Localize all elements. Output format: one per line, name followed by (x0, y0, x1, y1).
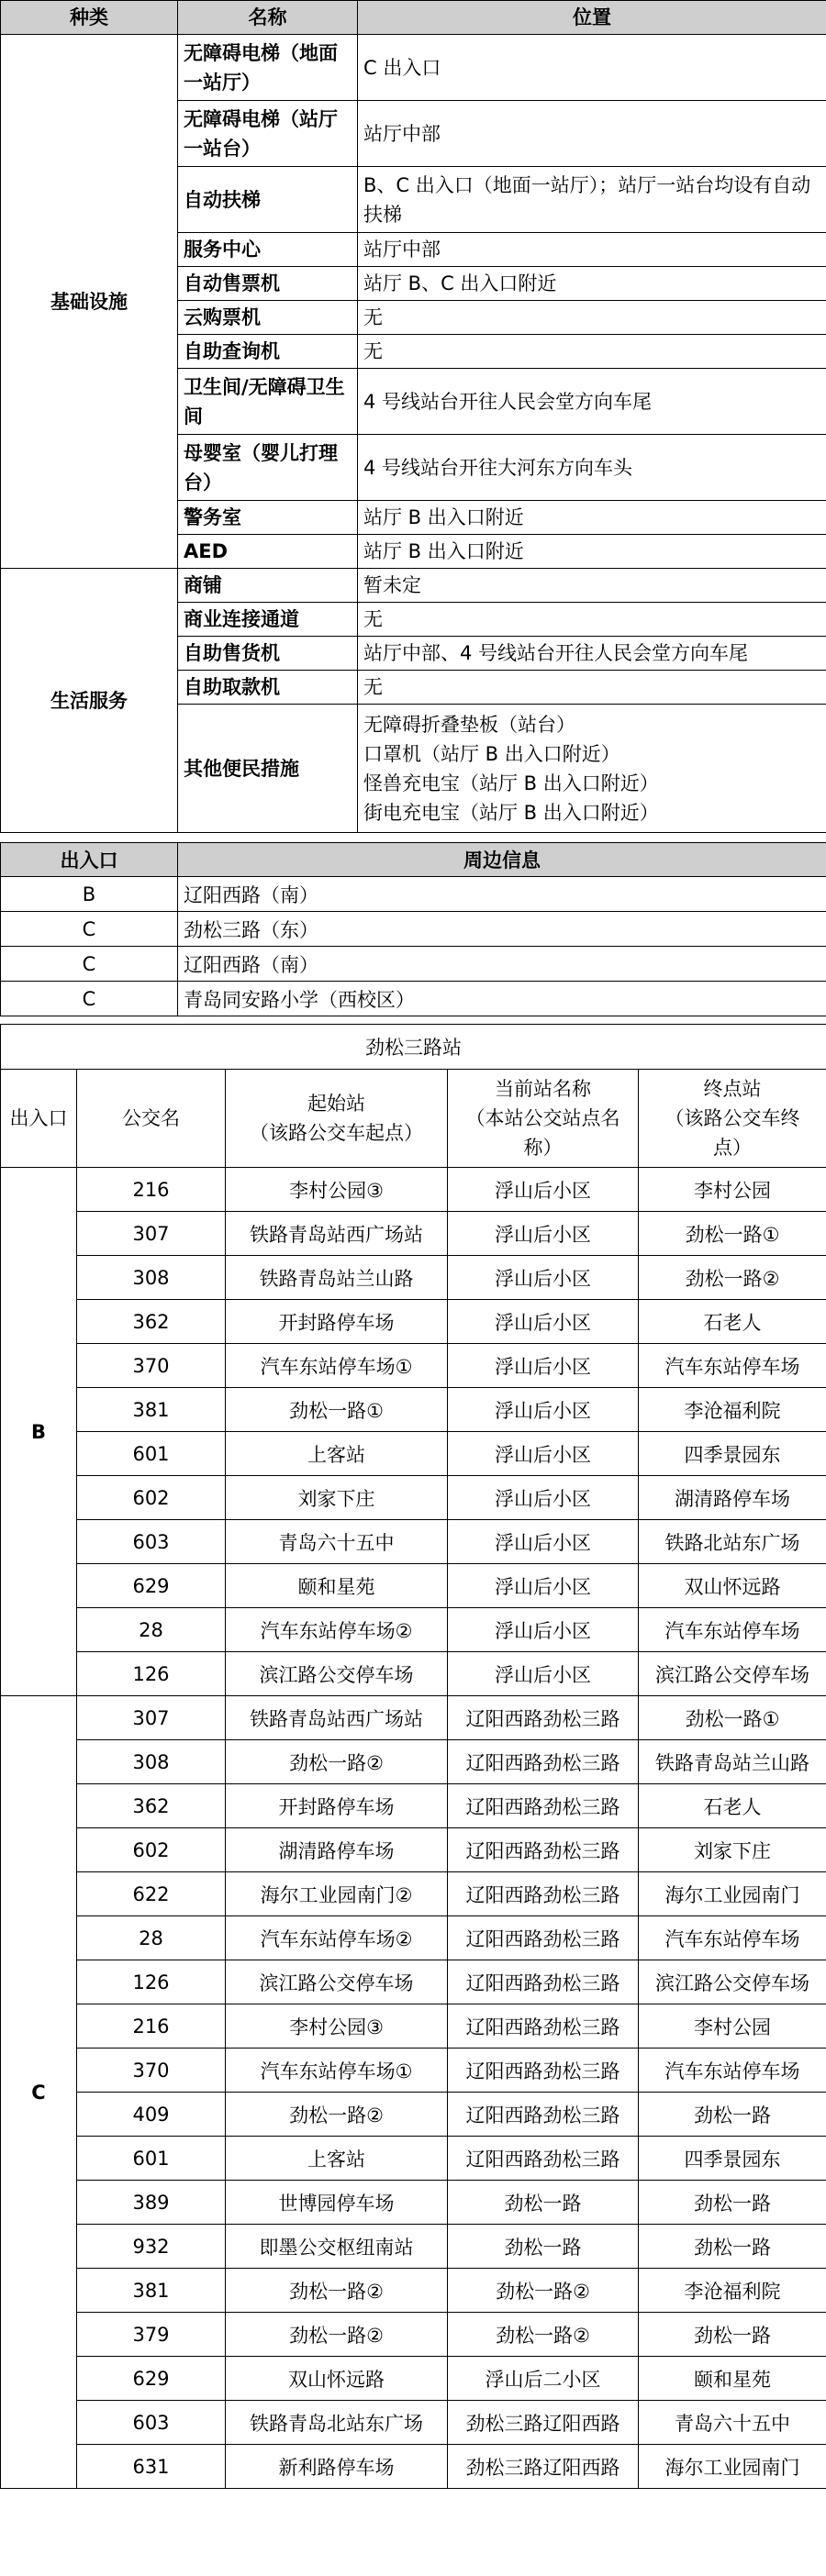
route-number: 622 (77, 1872, 226, 1916)
end-station: 四季景园东 (639, 2137, 826, 2181)
route-number: 602 (77, 1476, 226, 1520)
end-station: 海尔工业园南门 (639, 2445, 826, 2489)
end-station: 青岛六十五中 (639, 2401, 826, 2445)
current-station: 辽阳西路劲松三路 (448, 2093, 639, 2137)
end-station: 汽车东站停车场 (639, 1608, 826, 1652)
facility-location: 无 (358, 301, 826, 335)
current-station: 辽阳西路劲松三路 (448, 1916, 639, 1960)
table-row (1, 1608, 826, 1652)
facility-location: 无 (358, 603, 826, 637)
start-station: 李村公园③ (226, 2004, 448, 2049)
facility-name: 服务中心 (178, 233, 358, 267)
start-station: 新利路停车场 (226, 2445, 448, 2489)
facility-name: 其他便民措施 (178, 705, 358, 833)
facility-location: 无 (358, 671, 826, 705)
facility-location: 站厅 B、C 出入口附近 (358, 267, 826, 301)
current-station: 劲松三路辽阳西路 (448, 2445, 639, 2489)
route-number: 126 (77, 1652, 226, 1696)
current-station: 辽阳西路劲松三路 (448, 1740, 639, 1784)
route-number: 631 (77, 2445, 226, 2489)
facility-location: 站厅中部 (358, 101, 826, 167)
end-station: 劲松一路 (639, 2313, 826, 2357)
table-row (1, 1916, 826, 1960)
start-station: 上客站 (226, 2137, 448, 2181)
facility-location: B、C 出入口（地面一站厅）；站厅一站台均设有自动扶梯 (358, 167, 826, 233)
end-station: 海尔工业园南门 (639, 1872, 826, 1916)
end-station: 铁路北站东广场 (639, 1520, 826, 1564)
route-number: 601 (77, 2137, 226, 2181)
station-title-row (1, 1025, 826, 1070)
current-station: 辽阳西路劲松三路 (448, 1784, 639, 1828)
route-number: 603 (77, 2401, 226, 2445)
facility-location: 站厅 B 出入口附近 (358, 535, 826, 569)
end-station: 李沧福利院 (639, 1388, 826, 1432)
surroundings-info: 辽阳西路（南） (178, 947, 826, 982)
header-current-line: （本站公交站点名 (465, 1107, 620, 1129)
table-row (1, 912, 826, 947)
category-cell: 生活服务 (1, 569, 178, 833)
exit-cell: C (1, 947, 178, 982)
table-row (1, 877, 826, 912)
header-start-line: 起始站 (307, 1093, 365, 1115)
bus-table (0, 1024, 826, 2489)
route-number: 381 (77, 1388, 226, 1432)
table-row (1, 1520, 826, 1564)
current-station: 浮山后小区 (448, 1388, 639, 1432)
start-station: 双山怀远路 (226, 2357, 448, 2401)
location-line: 无障碍折叠垫板（站台） (363, 713, 575, 736)
exit-cell: B (1, 1168, 77, 1696)
exit-cell: C (1, 912, 178, 947)
surroundings-info: 青岛同安路小学（西校区） (178, 982, 826, 1016)
current-station: 辽阳西路劲松三路 (448, 1828, 639, 1872)
location-line: 街电充电宝（站厅 B 出入口附近） (363, 801, 659, 824)
end-station: 劲松一路 (639, 2225, 826, 2269)
facility-location: 站厅中部 (358, 233, 826, 267)
header-current-line: 称） (523, 1137, 563, 1159)
facility-location: 站厅 B 出入口附近 (358, 501, 826, 535)
location-line: 怪兽充电宝（站厅 B 出入口附近） (363, 772, 659, 794)
route-number: 28 (77, 1916, 226, 1960)
start-station: 劲松一路② (226, 2313, 448, 2357)
route-number: 602 (77, 1828, 226, 1872)
end-station: 劲松一路 (639, 2093, 826, 2137)
current-station: 浮山后二小区 (448, 2357, 639, 2401)
start-station: 汽车东站停车场① (226, 1344, 448, 1388)
start-station: 世博园停车场 (226, 2181, 448, 2225)
route-number: 216 (77, 1168, 226, 1212)
facility-name: 自动扶梯 (178, 167, 358, 233)
header-name: 名称 (178, 1, 358, 35)
exit-cell: C (1, 982, 178, 1016)
table-row (1, 2093, 826, 2137)
table-row (1, 1476, 826, 1520)
table-row (1, 1344, 826, 1388)
facility-name: 警务室 (178, 501, 358, 535)
current-station: 浮山后小区 (448, 1520, 639, 1564)
header-end-line: 终点站 (703, 1078, 762, 1100)
table-row (1, 1432, 826, 1476)
current-station: 辽阳西路劲松三路 (448, 1872, 639, 1916)
end-station: 石老人 (639, 1784, 826, 1828)
facility-name: 无障碍电梯（站厅一站台） (178, 101, 358, 167)
facility-name: 商铺 (178, 569, 358, 603)
table-row (1, 947, 826, 982)
route-number: 601 (77, 1432, 226, 1476)
start-station: 铁路青岛北站东广场 (226, 2401, 448, 2445)
end-station: 颐和星苑 (639, 2357, 826, 2401)
start-station: 滨江路公交停车场 (226, 1960, 448, 2004)
current-station: 浮山后小区 (448, 1652, 639, 1696)
current-station: 浮山后小区 (448, 1476, 639, 1520)
facility-name: 卫生间/无障碍卫生间 (178, 369, 358, 435)
current-station: 劲松一路 (448, 2181, 639, 2225)
table-row (1, 1168, 826, 1212)
current-station: 浮山后小区 (448, 1300, 639, 1344)
end-station: 李村公园 (639, 2004, 826, 2049)
current-station: 劲松三路辽阳西路 (448, 2401, 639, 2445)
start-station: 青岛六十五中 (226, 1520, 448, 1564)
facility-location: 4 号线站台开往人民会堂方向车尾 (358, 369, 826, 435)
header-start-line: （该路公交车起点） (250, 1122, 423, 1144)
current-station: 劲松一路 (448, 2225, 639, 2269)
category-cell: 基础设施 (1, 35, 178, 569)
station-title: 劲松三路站 (1, 1025, 826, 1070)
current-station: 浮山后小区 (448, 1344, 639, 1388)
current-station: 辽阳西路劲松三路 (448, 2004, 639, 2049)
table-row (1, 1652, 826, 1696)
current-station: 浮山后小区 (448, 1256, 639, 1300)
start-station: 李村公园③ (226, 1168, 448, 1212)
start-station: 即墨公交枢纽南站 (226, 2225, 448, 2269)
end-station: 汽车东站停车场 (639, 1344, 826, 1388)
table-row (1, 35, 826, 101)
current-station: 浮山后小区 (448, 1212, 639, 1256)
route-number: 409 (77, 2093, 226, 2137)
surroundings-table (0, 842, 826, 1016)
table-row (1, 2225, 826, 2269)
header-route: 公交名 (77, 1070, 226, 1168)
end-station: 滨江路公交停车场 (639, 1652, 826, 1696)
table-row (1, 1256, 826, 1300)
route-number: 370 (77, 1344, 226, 1388)
start-station: 劲松一路② (226, 2093, 448, 2137)
table-row (1, 1212, 826, 1256)
header-end-line: （该路公交车终 (664, 1107, 800, 1129)
end-station: 劲松一路① (639, 1212, 826, 1256)
table-row (1, 1784, 826, 1828)
route-number: 362 (77, 1784, 226, 1828)
route-number: 216 (77, 2004, 226, 2049)
start-station: 劲松一路② (226, 2269, 448, 2313)
end-station: 汽车东站停车场 (639, 2049, 826, 2093)
start-station: 上客站 (226, 1432, 448, 1476)
start-station: 颐和星苑 (226, 1564, 448, 1608)
route-number: 28 (77, 1608, 226, 1652)
facility-name: AED (178, 535, 358, 569)
table-row (1, 2269, 826, 2313)
surroundings-info: 辽阳西路（南） (178, 877, 826, 912)
facility-name: 商业连接通道 (178, 603, 358, 637)
end-station: 四季景园东 (639, 1432, 826, 1476)
header-category: 种类 (1, 1, 178, 35)
start-station: 汽车东站停车场① (226, 2049, 448, 2093)
route-number: 307 (77, 1212, 226, 1256)
route-number: 370 (77, 2049, 226, 2093)
table-row (1, 1388, 826, 1432)
route-number: 126 (77, 1960, 226, 2004)
table-row (1, 2401, 826, 2445)
current-station: 浮山后小区 (448, 1564, 639, 1608)
bus-header-row (1, 1070, 826, 1168)
facility-location: 无 (358, 335, 826, 369)
end-station: 李沧福利院 (639, 2269, 826, 2313)
start-station: 铁路青岛站西广场站 (226, 1212, 448, 1256)
current-station: 浮山后小区 (448, 1608, 639, 1652)
facility-name: 无障碍电梯（地面一站厅） (178, 35, 358, 101)
start-station: 铁路青岛站西广场站 (226, 1696, 448, 1740)
end-station: 湖清路停车场 (639, 1476, 826, 1520)
facilities-table (0, 0, 826, 833)
route-number: 308 (77, 1256, 226, 1300)
current-station: 辽阳西路劲松三路 (448, 1696, 639, 1740)
start-station: 劲松一路② (226, 1740, 448, 1784)
end-station: 劲松一路① (639, 1696, 826, 1740)
header-exit: 出入口 (1, 1070, 77, 1168)
facility-location: 站厅中部、4 号线站台开往人民会堂方向车尾 (358, 637, 826, 671)
route-number: 381 (77, 2269, 226, 2313)
table-row (1, 1300, 826, 1344)
header-location: 位置 (358, 1, 826, 35)
start-station: 汽车东站停车场② (226, 1608, 448, 1652)
table-row (1, 2137, 826, 2181)
facility-location (358, 705, 826, 833)
current-station: 辽阳西路劲松三路 (448, 2137, 639, 2181)
surroundings-header-row (1, 843, 826, 877)
header-surroundings: 周边信息 (178, 843, 826, 877)
start-station: 开封路停车场 (226, 1300, 448, 1344)
header-start (226, 1070, 448, 1168)
current-station: 辽阳西路劲松三路 (448, 2049, 639, 2093)
route-number: 379 (77, 2313, 226, 2357)
route-number: 932 (77, 2225, 226, 2269)
start-station: 海尔工业园南门② (226, 1872, 448, 1916)
table-row (1, 2004, 826, 2049)
start-station: 滨江路公交停车场 (226, 1652, 448, 1696)
header-exit: 出入口 (1, 843, 178, 877)
table-row (1, 1872, 826, 1916)
start-station: 劲松一路① (226, 1388, 448, 1432)
facility-location: 4 号线站台开往大河东方向车头 (358, 435, 826, 501)
facility-name: 自助售货机 (178, 637, 358, 671)
end-station: 劲松一路② (639, 1256, 826, 1300)
end-station: 滨江路公交停车场 (639, 1960, 826, 2004)
table-row (1, 2445, 826, 2489)
end-station: 刘家下庄 (639, 1828, 826, 1872)
facility-location: C 出入口 (358, 35, 826, 101)
facility-location: 暂未定 (358, 569, 826, 603)
facility-name: 云购票机 (178, 301, 358, 335)
end-station: 李村公园 (639, 1168, 826, 1212)
end-station: 铁路青岛站兰山路 (639, 1740, 826, 1784)
route-number: 308 (77, 1740, 226, 1784)
end-station: 双山怀远路 (639, 1564, 826, 1608)
start-station: 刘家下庄 (226, 1476, 448, 1520)
table-row (1, 1828, 826, 1872)
route-number: 307 (77, 1696, 226, 1740)
table-row (1, 1960, 826, 2004)
facility-name: 自助查询机 (178, 335, 358, 369)
start-station: 开封路停车场 (226, 1784, 448, 1828)
end-station: 汽车东站停车场 (639, 1916, 826, 1960)
current-station: 辽阳西路劲松三路 (448, 1960, 639, 2004)
table-row (1, 1696, 826, 1740)
table-row (1, 2313, 826, 2357)
header-end (639, 1070, 826, 1168)
table-row (1, 569, 826, 603)
table-row (1, 1564, 826, 1608)
table-row (1, 2181, 826, 2225)
table-row (1, 1740, 826, 1784)
current-station: 劲松一路② (448, 2313, 639, 2357)
current-station: 劲松一路② (448, 2269, 639, 2313)
table-row (1, 2049, 826, 2093)
route-number: 362 (77, 1300, 226, 1344)
surroundings-info: 劲松三路（东） (178, 912, 826, 947)
table-row (1, 2357, 826, 2401)
header-end-line: 点） (713, 1137, 752, 1159)
start-station: 汽车东站停车场② (226, 1916, 448, 1960)
header-current (448, 1070, 639, 1168)
location-line: 口罩机（站厅 B 出入口附近） (363, 742, 620, 765)
facilities-header-row (1, 1, 826, 35)
start-station: 湖清路停车场 (226, 1828, 448, 1872)
exit-cell: B (1, 877, 178, 912)
route-number: 603 (77, 1520, 226, 1564)
end-station: 劲松一路 (639, 2181, 826, 2225)
exit-cell: C (1, 1696, 77, 2489)
current-station: 浮山后小区 (448, 1432, 639, 1476)
header-current-line: 当前站名称 (495, 1078, 591, 1100)
route-number: 629 (77, 1564, 226, 1608)
facility-name: 自动售票机 (178, 267, 358, 301)
current-station: 浮山后小区 (448, 1168, 639, 1212)
end-station: 石老人 (639, 1300, 826, 1344)
facility-name: 母婴室（婴儿打理台） (178, 435, 358, 501)
facility-name: 自助取款机 (178, 671, 358, 705)
route-number: 629 (77, 2357, 226, 2401)
route-number: 389 (77, 2181, 226, 2225)
table-row (1, 982, 826, 1016)
start-station: 铁路青岛站兰山路 (226, 1256, 448, 1300)
